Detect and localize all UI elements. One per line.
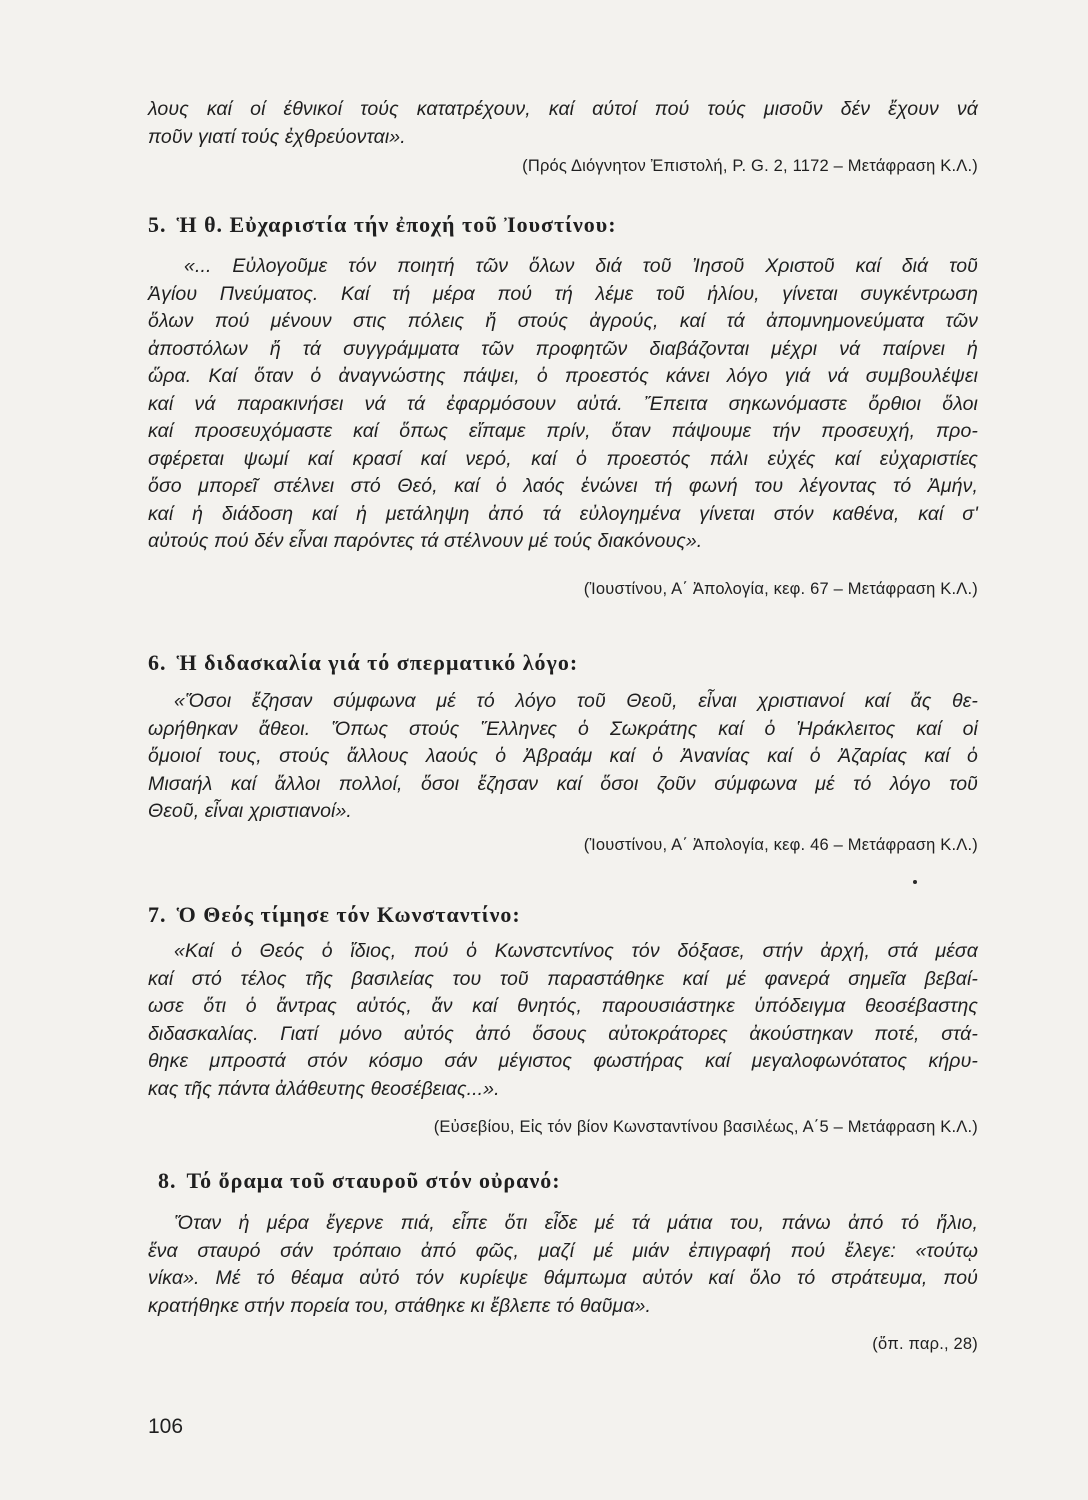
text-line: κας τῆς πάντα ἀλάθευτης θεοσέβειας...». [148,1077,500,1100]
citation: (Ἰουστίνου, Α΄ Ἀπολογία, κεφ. 67 – Μετάφραση Κ.Λ.) [583,580,978,598]
text-line: ὥρα. Καί ὅταν ὁ ἀναγνώστης πάψει, ὁ προεστός κάνει λόγο γιά νά συμβουλέψει [148,365,978,387]
section-5-citation-block [148,580,978,599]
text-line: ὅμοιοί τους, στούς ἄλλους λαούς ὁ Ἀβραάμ καί ὁ Ἀνανίας καί ὁ Ἀζαρίας καί ὁ [148,745,978,767]
text-line: ὅσο μπορεῖ στέλνει στό Θεό, καί ὁ λαός ἑνώνει τή φωνή του λέγοντας τό Ἀμήν, [148,475,978,497]
section-title: Τό ὅραμα τοῦ σταυροῦ στόν οὐρανό: [186,1168,561,1193]
text-line: ὅλων πού μένουν στις πόλεις ἤ στούς ἀγρούς, καί τά ἀπομνημονεύματα τῶν [148,310,978,332]
section-number: 7. [148,902,167,927]
text-line: αὐτούς πού δέν εἶναι παρόντες τά στέλνουν μέ τούς διακόνους». [148,530,703,552]
text-line: διδασκαλίας. Γιατί μόνο αὐτός ἀπό ὅσους αὐτοκράτορες ἀκούστηκαν ποτέ, στά- [148,1022,978,1045]
section-6-heading [148,650,578,676]
section-7-text [148,938,978,1103]
text-line: Ὅταν ἡ μέρα ἔγερνε πιά, εἶπε ὅτι εἶδε μέ τά μάτια του, πάνω ἀπό τό ἥλιο, [174,1212,978,1234]
text-line: ἀποστόλων ἤ τά συγγράμματα τῶν προφητῶν διαβάζονται μέχρι νά παίρνει ἡ [148,337,978,360]
intro-paragraph [148,96,978,151]
section-7-paragraph [148,938,978,1103]
text-line: καί στό τέλος τῆς βασιλείας του τοῦ παραστάθηκε καί μέ φανερά σημεῖα βεβαί- [148,967,978,990]
text-line: Ἁγίου Πνεύματος. Καί τή μέρα πού τή λέμε τοῦ ἡλίου, γίνεται συγκέντρωση [148,282,978,305]
text-line: ωρήθηκαν ἄθεοι. Ὅπως στούς Ἕλληνες ὁ Σωκράτης καί ὁ Ἡράκλειτος καί οἱ [148,717,978,740]
ink-speck [913,880,917,884]
section-title: Ἡ θ. Εὐχαριστία τήν ἐποχή τοῦ Ἰουστίνου: [176,212,617,237]
section-8-text [148,1210,978,1320]
citation: (Πρός Διόγνητον Ἐπιστολή, P. G. 2, 1172 – Μετάφραση Κ.Λ.) [522,157,978,175]
section-number: 6. [148,650,167,675]
text-line: καί προσευχόμαστε καί ὅπως εἴπαμε πρίν, ὅταν πάψουμε τήν προσευχή, προ- [148,420,978,442]
page-number: 106 [148,1415,184,1438]
text-line: Μισαήλ καί ἄλλοι πολλοί, ὅσοι ἔζησαν καί ὅσοι ζοῦν σύμφωνα μέ τό λόγο τοῦ [148,772,978,795]
section-8-citation-block [148,1335,978,1354]
citation: (ὅπ. παρ., 28) [872,1335,978,1353]
text-line: ποῦν γιατί τούς ἐχθρεύονται». [148,125,406,148]
text-line: «... Εὐλογοῦμε τόν ποιητή τῶν ὅλων διά τοῦ Ἰησοῦ Χριστοῦ καί διά τοῦ [184,255,978,277]
text-line: καί ἡ διάδοση καί ἡ μετάληψη ἀπό τά εὐλογημένα γίνεται στόν καθένα, καί σ' [148,502,978,525]
text-line: ωσε ὅτι ὁ ἄντρας αὐτός, ἄν καί θνητός, παρουσιάστηκε ὑπόδειγμα θεοσέβαστης [148,995,978,1017]
section-title: Ὁ Θεός τίμησε τόν Κωνσταντίνο: [176,902,521,927]
text-line: θηκε μπροστά στόν κόσμο σάν μέγιστος φωστήρας καί μεγαλοφωνότατος κήρυ- [148,1050,978,1072]
section-8-heading [158,1168,561,1194]
text-line: κρατήθηκε στήν πορεία του, στάθηκε κι ἔβλεπε τό θαῦμα». [148,1294,652,1317]
text-line: καί νά παρακινήσει νά τά ἐφαρμόσουν αὐτά. Ἔπειτα σηκωνόμαστε ὄρθιοι ὅλοι [148,392,978,415]
section-6-paragraph [148,688,978,826]
citation: (Ἰουστίνου, Α΄ Ἀπολογία, κεφ. 46 – Μετάφραση Κ.Λ.) [583,836,978,854]
section-7-heading [148,902,521,928]
text-line: σφέρεται ψωμί καί κρασί καί νερό, καί ὁ προεστός πάλι εὐχές καί εὐχαριστίες [148,447,978,470]
section-5-paragraph [148,253,978,556]
section-6-text [148,688,978,826]
section-5-text [148,253,978,556]
text-line: «Ὅσοι ἔζησαν σύμφωνα μέ τό λόγο τοῦ Θεοῦ, εἶναι χριστιανοί καί ἄς θε- [174,690,978,712]
citation: (Εὐσεβίου, Εἰς τόν βίον Κωνσταντίνου βασιλέως, Α΄5 – Μετάφραση Κ.Λ.) [433,1118,978,1136]
section-8-paragraph [148,1210,978,1320]
intro-text [148,96,978,151]
text-line: Θεοῦ, εἶναι χριστιανοί». [148,800,352,822]
text-line: λους καί οί έθνικοί τούς κατατρέχουν, καί αύτοί πού τούς μισοῦν δέν ἔχουν νά [148,98,978,120]
text-line: «Καί ὁ Θεός ὁ ἴδιος, πού ὁ Κωνστcντίνος τόν δόξασε, στήν ἀρχή, στά μέσα [174,940,978,962]
intro-citation-block [148,157,978,176]
section-title: Ἡ διδασκαλία γιά τό σπερματικό λόγο: [176,650,579,675]
section-number: 8. [158,1168,177,1193]
section-number: 5. [148,212,167,237]
text-line: νίκα». Μέ τό θέαμα αὐτό τόν κυρίεψε θάμπωμα αὐτόν καί ὅλο τό στράτευμα, πού [148,1267,978,1289]
text-line: ἕνα σταυρό σάν τρόπαιο ἀπό φῶς, μαζί μέ μιάν ἐπιγραφή πού ἔλεγε: «τούτῳ [148,1239,978,1262]
section-7-citation-block [148,1118,978,1137]
section-6-citation-block [148,836,978,855]
section-5-heading [148,212,617,238]
